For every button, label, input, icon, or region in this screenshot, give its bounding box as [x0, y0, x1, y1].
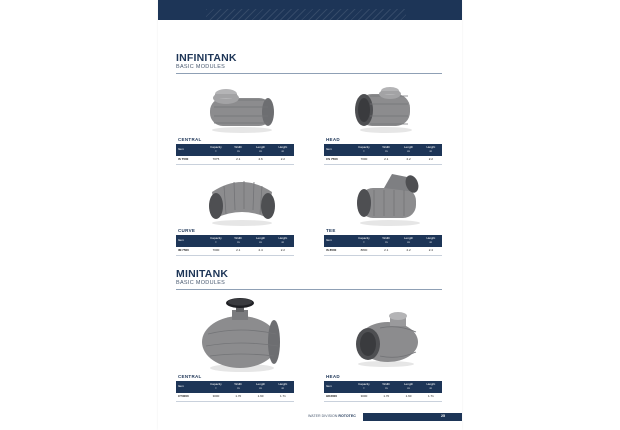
catalog-page: [158, 0, 462, 430]
infinitank-tee-image: [350, 170, 430, 228]
section-rule: [176, 289, 442, 290]
spec-table-header: Item Capacity l Width m Length m Height m: [324, 381, 442, 393]
section-title-infinitank: INFINITANK: [176, 52, 237, 64]
product-label: CENTRAL: [178, 137, 202, 142]
product-label: CENTRAL: [178, 374, 202, 379]
spec-table: [176, 381, 294, 402]
col-length: Length m: [255, 145, 266, 153]
section-subtitle-minitank: BASIC MODULES: [176, 280, 226, 286]
minitank-head-image: [346, 306, 426, 370]
table-row: CS 7500 7000 2.1 2.2 2.2: [324, 156, 442, 165]
section-subtitle-infinitank: BASIC MODULES: [176, 64, 226, 70]
spec-table-header: [176, 144, 294, 156]
col-item: Item: [178, 147, 184, 152]
table-row: IS 8500 8800 2.1 2.2 2.4: [324, 247, 442, 256]
header-stripes: [206, 9, 406, 20]
infinitank-curve-image: [202, 170, 282, 228]
page-footer: [158, 410, 462, 424]
spec-table-header: Item Capacity l Width m Length m Height m: [176, 235, 294, 247]
spec-table: [324, 235, 442, 256]
table-row: IS 7500 7075 2.1 2.6 2.2: [176, 156, 294, 165]
spec-table: [176, 144, 294, 165]
table-row: IM 7500 7000 2.1 2.4 2.2: [176, 247, 294, 256]
footer-bar: [363, 413, 462, 421]
col-capacity: Capacity l: [210, 145, 222, 153]
spec-table-header: Item Capacity l Width m Length m Height m: [324, 144, 442, 156]
table-row: HD3000 3000 1.70 1.60 1.71: [324, 393, 442, 402]
section-rule: [176, 73, 442, 74]
col-height: Height m: [278, 145, 288, 153]
header-bar: [158, 0, 462, 20]
infinitank-central-image: [202, 80, 282, 136]
product-label: TEE: [326, 228, 336, 233]
spec-table: [324, 381, 442, 402]
product-label: HEAD: [326, 137, 340, 142]
table-row: CT3000 3000 1.70 1.60 1.71: [176, 393, 294, 402]
spec-table: [324, 144, 442, 165]
spec-table-header: Item Capacity l Width m Length m Height m: [176, 381, 294, 393]
product-label: HEAD: [326, 374, 340, 379]
infinitank-head-image: [350, 80, 420, 136]
spec-table: [176, 235, 294, 256]
page-number: 25: [441, 414, 445, 418]
minitank-central-image: [198, 296, 286, 374]
col-width: Width m: [234, 145, 243, 153]
section-title-minitank: MINITANK: [176, 268, 229, 280]
product-label: CURVE: [178, 228, 196, 233]
spec-table-header: Item Capacity l Width m Length m Height m: [324, 235, 442, 247]
footer-text: WATER DIVISION ROTOTEC: [308, 414, 356, 418]
